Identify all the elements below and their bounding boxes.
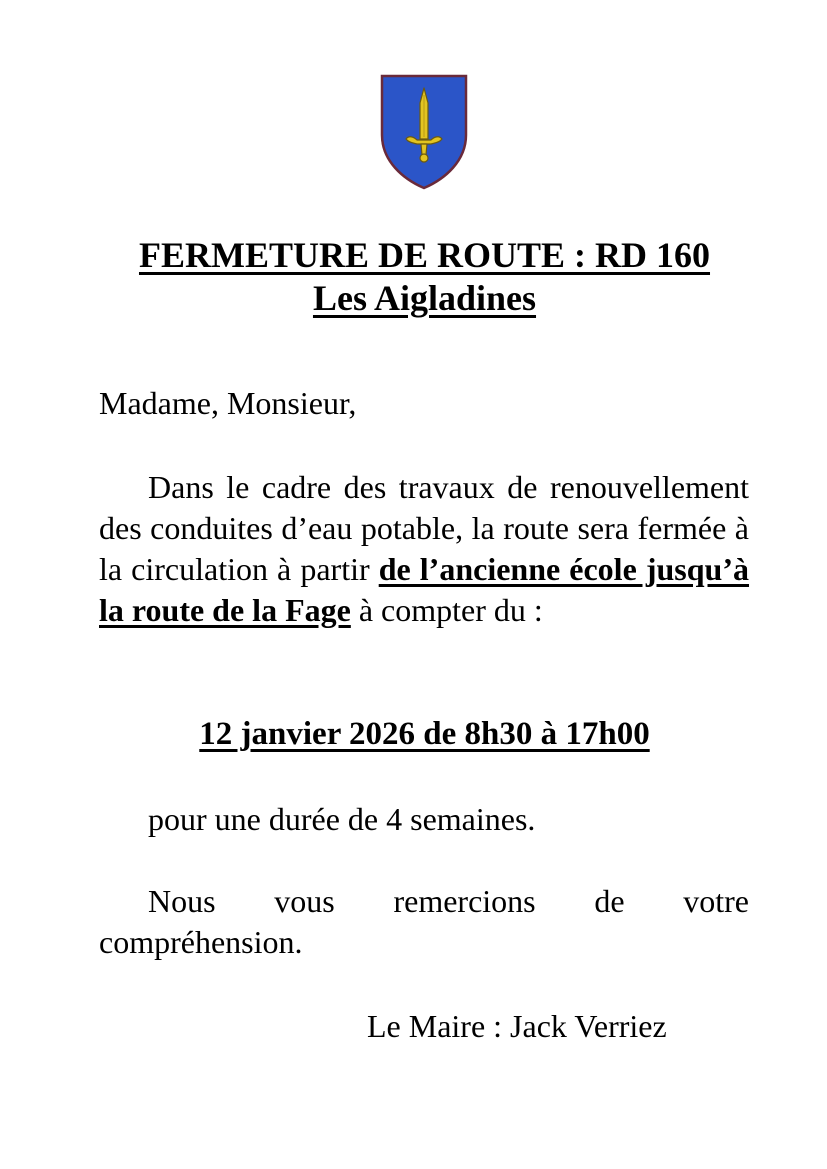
greeting: Madame, Monsieur, [99, 385, 357, 421]
closure-duration: pour une durée de 4 semaines. [148, 801, 536, 837]
closure-end-text: à compter du : [350, 592, 543, 628]
shield-with-dagger-icon [379, 73, 469, 191]
closure-date-text: 12 janvier 2026 de 8h30 à 17h00 [199, 716, 650, 752]
title-road-closure: FERMETURE DE ROUTE : RD 160 [138, 235, 711, 275]
closure-section: de l’ancienne école jusqu’à la route de la Fage [99, 551, 750, 628]
closure-date [0, 714, 827, 755]
thanks-paragraph: Nous vous remercions de votre compréhension. [99, 883, 749, 960]
title-location: Les Aigladines [312, 278, 537, 318]
closure-intro-text: Dans le cadre des travaux de renouvellement des conduites d’eau potable, la route sera fermée à la circulation à partir [99, 469, 749, 587]
closure-paragraph [99, 467, 749, 631]
notice-title [0, 234, 827, 320]
mayor-signature: Le Maire : Jack Verriez [367, 1008, 667, 1044]
